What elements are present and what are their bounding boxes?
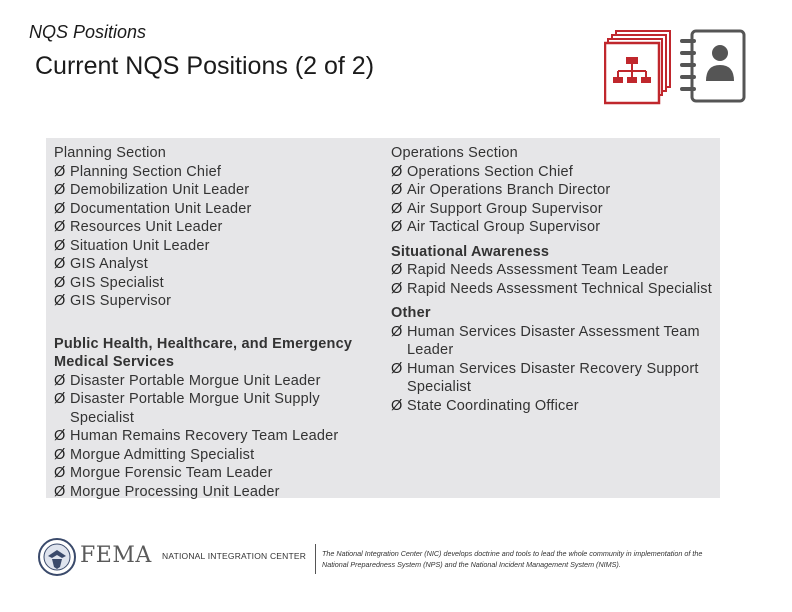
arrow-bullet-icon: Ø bbox=[54, 293, 66, 309]
arrow-bullet-icon: Ø bbox=[391, 219, 403, 235]
list-item: Ø Human Services Disaster Assessment Team Leader bbox=[391, 323, 700, 358]
list-item: Ø Disaster Portable Morgue Unit Leader bbox=[54, 372, 321, 389]
arrow-bullet-icon: Ø bbox=[54, 200, 66, 217]
arrow-bullet-icon: Ø bbox=[54, 274, 66, 291]
list-item: Ø Air Tactical Group Supervisor bbox=[391, 219, 601, 235]
arrow-bullet-icon: Ø bbox=[54, 237, 66, 254]
operations-section-heading: Operations Section bbox=[391, 145, 518, 161]
other-section-heading: Other bbox=[391, 305, 431, 321]
list-item: Ø Morgue Processing Unit Leader bbox=[54, 483, 280, 500]
list-item: Ø Disaster Portable Morgue Unit Supply Specialist bbox=[54, 391, 320, 426]
list-item: Ø Planning Section Chief bbox=[54, 163, 222, 180]
arrow-bullet-icon: Ø bbox=[391, 182, 403, 198]
arrow-bullet-icon: Ø bbox=[54, 428, 66, 444]
list-item: Ø GIS Supervisor bbox=[54, 293, 172, 309]
org-chart-stack-icon bbox=[604, 29, 672, 105]
arrow-bullet-icon: Ø bbox=[54, 483, 66, 500]
list-item: Ø Air Support Group Supervisor bbox=[391, 200, 603, 217]
list-item: Ø Morgue Forensic Team Leader bbox=[54, 465, 273, 481]
list-item: Ø Rapid Needs Assessment Team Leader bbox=[391, 262, 669, 278]
slide-kicker: NQS Positions bbox=[29, 22, 147, 42]
list-item: Ø GIS Specialist bbox=[54, 274, 164, 291]
slide-title: Current NQS Positions (2 of 2) bbox=[35, 52, 375, 80]
arrow-bullet-icon: Ø bbox=[54, 163, 66, 180]
arrow-bullet-icon: Ø bbox=[391, 200, 403, 217]
positions-panel bbox=[46, 138, 720, 498]
arrow-bullet-icon: Ø bbox=[54, 256, 66, 272]
arrow-bullet-icon: Ø bbox=[54, 372, 66, 389]
arrow-bullet-icon: Ø bbox=[391, 262, 403, 278]
list-item: Ø Morgue Admitting Specialist bbox=[54, 446, 255, 463]
arrow-bullet-icon: Ø bbox=[54, 391, 66, 407]
national-integration-center-label: NATIONAL INTEGRATION CENTER bbox=[162, 551, 307, 561]
arrow-bullet-icon: Ø bbox=[391, 397, 403, 414]
arrow-bullet-icon: Ø bbox=[391, 360, 403, 377]
left-column bbox=[54, 144, 376, 501]
list-item: Ø Demobilization Unit Leader bbox=[54, 182, 250, 198]
public-health-list bbox=[54, 372, 376, 502]
list-item: Ø Resources Unit Leader bbox=[54, 219, 223, 235]
dhs-seal-icon bbox=[38, 538, 76, 576]
list-item: Ø Situation Unit Leader bbox=[54, 237, 210, 254]
list-item: Ø Air Operations Branch Director bbox=[391, 182, 611, 198]
arrow-bullet-icon: Ø bbox=[54, 465, 66, 481]
list-item: Ø Human Services Disaster Recovery Support Specialist bbox=[391, 360, 699, 395]
public-health-section-heading: Public Health, Healthcare, and Emergency Medical Services bbox=[54, 335, 353, 370]
arrow-bullet-icon: Ø bbox=[54, 182, 66, 198]
list-item: Ø Rapid Needs Assessment Technical Specialist bbox=[391, 280, 712, 297]
arrow-bullet-icon: Ø bbox=[54, 446, 66, 463]
footer-divider bbox=[315, 544, 316, 574]
list-item: Ø GIS Analyst bbox=[54, 256, 148, 272]
other-list bbox=[391, 323, 721, 416]
arrow-bullet-icon: Ø bbox=[54, 219, 66, 235]
situational-list bbox=[391, 261, 721, 298]
operations-list bbox=[391, 163, 721, 237]
situational-awareness-heading: Situational Awareness bbox=[391, 243, 550, 260]
contact-book-icon bbox=[678, 29, 748, 105]
planning-section-heading: Planning Section bbox=[54, 145, 167, 161]
list-item: Ø Human Remains Recovery Team Leader bbox=[54, 428, 339, 444]
planning-list bbox=[54, 163, 376, 311]
arrow-bullet-icon: Ø bbox=[391, 280, 403, 297]
right-column bbox=[391, 144, 721, 415]
footer-note: The National Integration Center (NIC) develops doctrine and tools to lead the whole community in implementation of the National Preparedness System (NPS) and the National Incident Management System (NIMS). bbox=[322, 549, 703, 569]
list-item: Ø Operations Section Chief bbox=[391, 163, 573, 180]
arrow-bullet-icon: Ø bbox=[391, 163, 403, 180]
arrow-bullet-icon: Ø bbox=[391, 323, 403, 340]
fema-logo: FEMA bbox=[80, 543, 152, 568]
list-item: Ø State Coordinating Officer bbox=[391, 397, 579, 414]
list-item: Ø Documentation Unit Leader bbox=[54, 200, 252, 217]
